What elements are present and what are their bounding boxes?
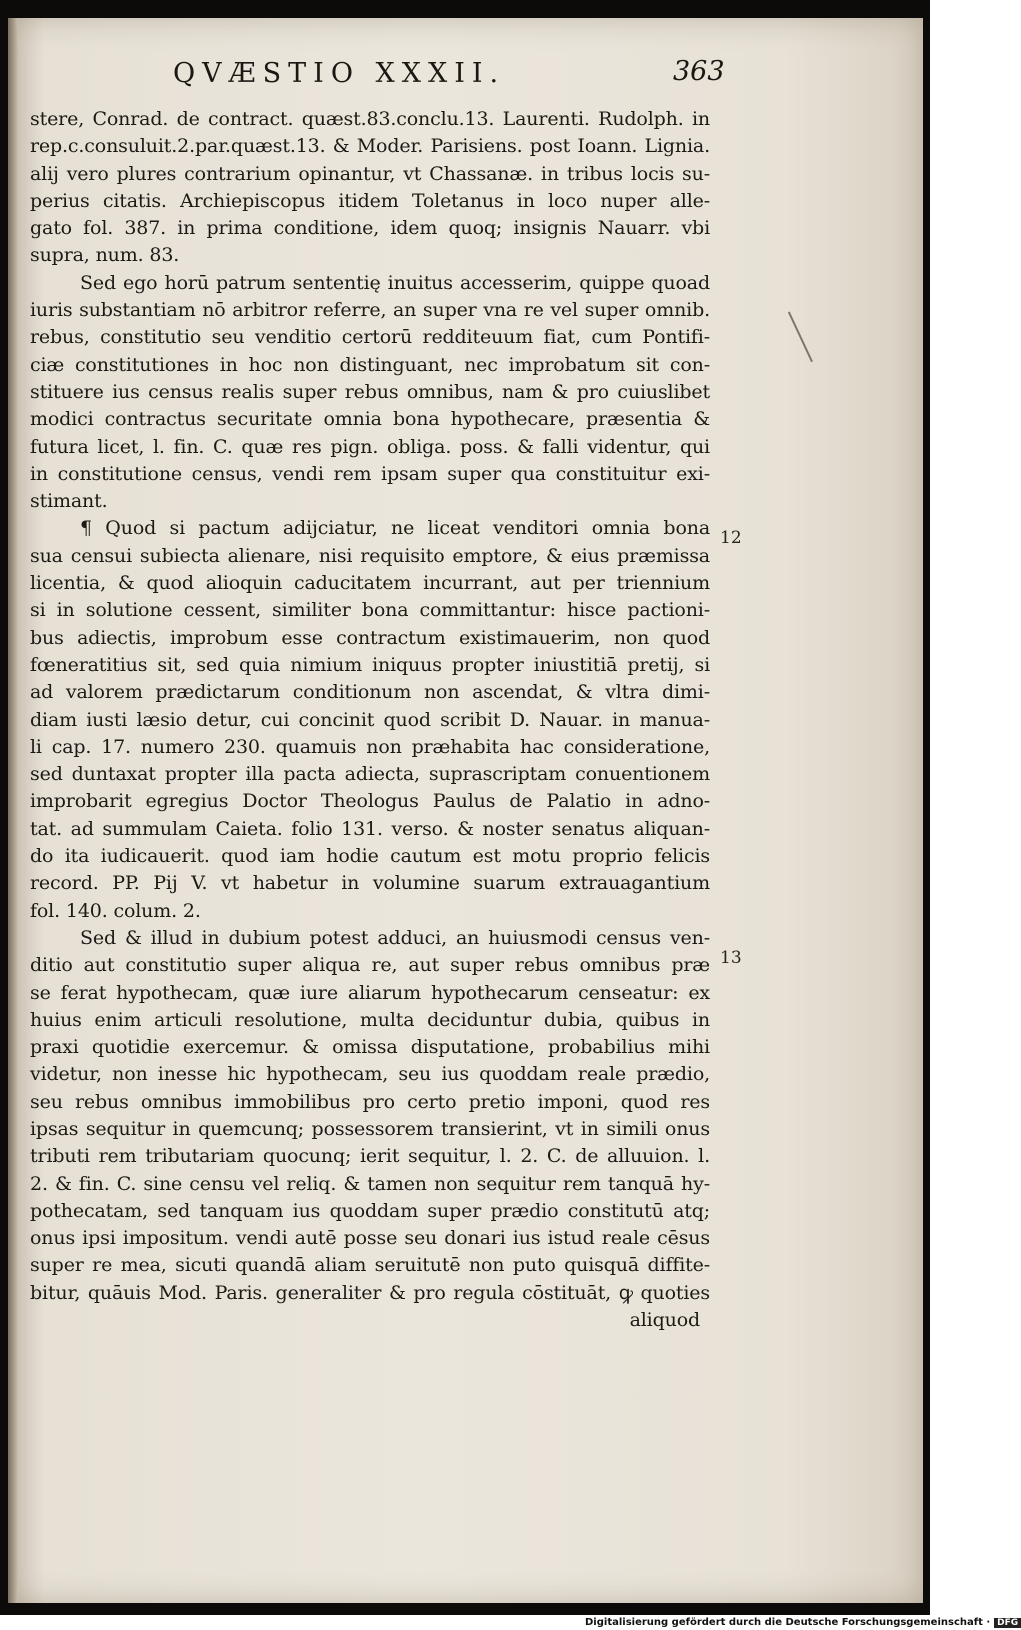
text-line: futura licet, l. fin. C. quæ res pign. obliga. poss. & falli videntur, qui xyxy=(30,435,710,458)
text-line: fol. 140. colum. 2. xyxy=(30,899,201,922)
text-line: record. PP. Pij V. vt habetur in volumine suarum extrauagantium xyxy=(30,872,710,895)
page-header xyxy=(173,58,743,89)
running-title: QVÆSTIO XXXII. xyxy=(173,58,506,89)
text-line: si in solutione cessent, similiter bona committantur: hisce pactioni- xyxy=(30,599,710,622)
margin-note-12: 12 xyxy=(720,528,742,548)
text-line: modici contractus securitate omnia bona hypothecare, præsentia & xyxy=(30,408,710,431)
text-line: onus ipsi impositum. vendi autē posse seu donari ius istud reale cēsus xyxy=(30,1227,710,1250)
text-line: Sed & illud in dubium potest adduci, an huiusmodi census ven- xyxy=(80,926,710,949)
text-line: ad valorem prædictarum conditionum non ascendat, & vltra dimi- xyxy=(30,681,710,704)
text-line: sua censui subiecta alienare, nisi requisito emptore, & eius præmissa xyxy=(30,544,710,567)
book-page xyxy=(8,18,923,1603)
text-line: stimant. xyxy=(30,490,108,513)
text-line: tat. ad summulam Caieta. folio 131. verso. & noster senatus aliquan- xyxy=(30,817,710,840)
text-line: bus adiectis, improbum esse contractum existimauerim, non quod xyxy=(30,626,710,649)
text-line: videtur, non inesse hic hypothecam, seu ius quoddam reale prædio, xyxy=(30,1063,710,1086)
text-line: se ferat hypothecam, quæ iure aliarum hypothecarum censeatur: ex xyxy=(30,981,710,1004)
text-line: sed duntaxat propter illa pacta adiecta, suprascriptam conuentionem xyxy=(30,763,710,786)
text-line: ipsas sequitur in quemcunq; possessorem transierint, vt in simili onus xyxy=(30,1117,710,1140)
text-line: fœneratitius sit, sed quia nimium iniquus propter iniustitiā pretij, si xyxy=(30,653,710,676)
text-line: tributi rem tributariam quocunq; ierit sequitur, l. 2. C. de alluuion. l. xyxy=(30,1145,710,1168)
text-line: improbarit egregius Doctor Theologus Paulus de Palatio in adno- xyxy=(30,790,710,813)
text-line: gato fol. 387. in prima conditione, idem quoq; insignis Nauarr. vbi xyxy=(30,217,710,240)
text-line: ¶ Quod si pactum adijciatur, ne liceat venditori omnia bona xyxy=(80,517,710,540)
text-line: Sed ego horū patrum sententię inuitus accesserim, quippe quoad xyxy=(80,271,710,294)
ink-mark xyxy=(788,299,840,362)
text-line: ciæ constitutiones in hoc non distinguant, nec improbatum sit con- xyxy=(30,353,710,376)
text-line: praxi quotidie exercemur. & omissa disputatione, probabilius mihi xyxy=(30,1036,710,1059)
text-line: alij vero plures contrarium opinantur, vt Chassanæ. in tribus locis su- xyxy=(30,162,710,185)
text-line: licentia, & quod alioquin caducitatem incurrant, aut per triennium xyxy=(30,572,710,595)
dfg-logo: DFG xyxy=(994,1618,1021,1628)
text-line: huius enim articuli resolutione, multa deciduntur dubia, quibus in xyxy=(30,1008,710,1031)
credit-text: Digitalisierung gefördert durch die Deutsche Forschungsgemeinschaft · xyxy=(585,1617,991,1628)
text-line: 2. & fin. C. sine censu vel reliq. & tamen non sequitur rem tanquā hy- xyxy=(30,1172,710,1195)
folio-number: 363 xyxy=(673,56,725,87)
text-line: in constitutione census, vendi rem ipsam super qua constituitur exi- xyxy=(30,462,710,485)
text-line: super re mea, sicuti quandā aliam seruitutē non puto quisquā diffite- xyxy=(30,1254,710,1277)
text-line: rebus, constitutio seu venditio certorū redditeuum fiat, cum Pontifi- xyxy=(30,326,710,349)
digitization-credit xyxy=(585,1617,1021,1628)
text-line: supra, num. 83. xyxy=(30,244,180,267)
text-line: pothecatam, sed tanquam ius quoddam super prædio constitutū atq; xyxy=(30,1199,710,1222)
text-line: seu rebus omnibus immobilibus pro certo pretio imponi, quod res xyxy=(30,1090,710,1113)
text-line: diam iusti læsio detur, cui concinit quod scribit D. Nauar. in manua- xyxy=(30,708,710,731)
text-line: stituere ius census realis super rebus omnibus, nam & pro cuiuslibet xyxy=(30,380,710,403)
text-line: do ita iudicauerit. quod iam hodie cautum est motu proprio felicis xyxy=(30,845,710,868)
text-line: rep.c.consuluit.2.par.quæst.13. & Moder. Parisiens. post Ioann. Lignia. xyxy=(30,135,710,158)
page-binding-edge xyxy=(8,18,18,1603)
text-line: iuris substantiam nō arbitror referre, an super vna re vel super omnib. xyxy=(30,299,710,322)
main-text-block xyxy=(30,106,710,1334)
text-line: li cap. 17. numero 230. quamuis non præhabita hac consideratione, xyxy=(30,735,710,758)
text-line: bitur, quāuis Mod. Paris. generaliter & pro regula cōstituāt, ꝙ quoties xyxy=(30,1281,710,1304)
text-line: perius citatis. Archiepiscopus itidem Toletanus in loco nuper alle- xyxy=(30,189,710,212)
text-line: stere, Conrad. de contract. quæst.83.conclu.13. Laurenti. Rudolph. in xyxy=(30,108,710,130)
catchword: aliquod xyxy=(629,1309,700,1332)
margin-note-13: 13 xyxy=(720,948,742,968)
text-line: ditio aut constitutio super aliqua re, aut super rebus omnibus præ xyxy=(30,954,710,977)
